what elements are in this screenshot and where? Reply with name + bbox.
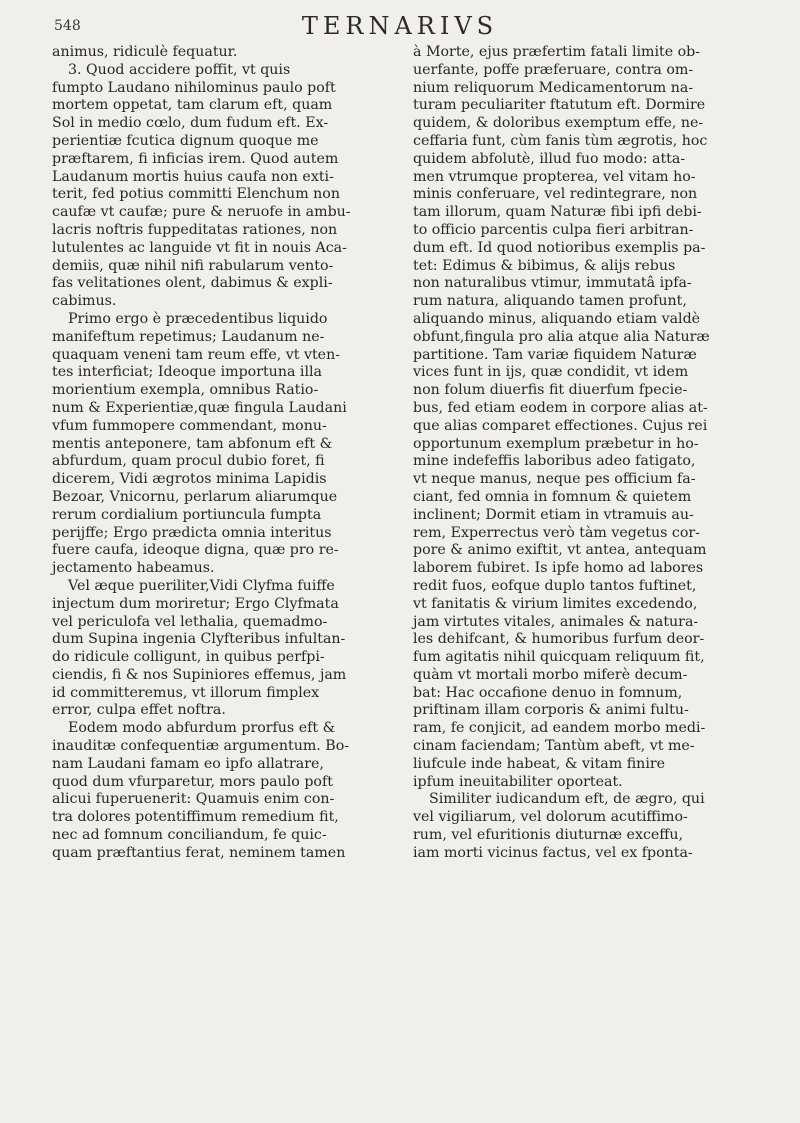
text-line: Vel æque pueriliter,Vidi Clyfma fuiffe xyxy=(68,577,335,594)
text-line: Laudanum mortis huius caufa non exti- xyxy=(52,168,334,185)
text-line: opportunum exemplum præbetur in ho- xyxy=(413,435,699,452)
text-line: error, culpa effet noftra. xyxy=(52,702,226,719)
text-line: morientium exempla, omnibus Ratio- xyxy=(52,382,319,399)
text-line: fuere caufa, ideoque digna, quæ pro re- xyxy=(52,542,339,559)
page-number: 548 xyxy=(54,18,81,34)
text-line: Primo ergo è præcedentibus liquido xyxy=(68,310,328,327)
text-line: Sol in medio cœlo, dum fudum eft. Ex- xyxy=(52,115,329,132)
text-line: rerum cordialium portiuncula fumpta xyxy=(52,506,322,523)
text-line: quaquam veneni tam reum effe, vt vten- xyxy=(52,346,341,363)
text-line: que alias comparet effectiones. Cujus rei xyxy=(413,417,708,434)
text-line: animus, ridiculè fequatur. xyxy=(52,44,238,60)
text-line: inclinent; Dormit etiam in vtramuis au- xyxy=(413,506,694,523)
text-line: bus, fed etiam eodem in corpore alias at- xyxy=(413,399,708,416)
text-line: men vtrumque propterea, vel vitam ho- xyxy=(413,168,696,185)
text-line: do ridicule colligunt, in quibus perfpi- xyxy=(52,649,325,666)
text-line: terit, fed potius committi Elenchum non xyxy=(52,186,340,203)
text-line: minis conferuare, vel redintegrare, non xyxy=(413,186,698,203)
text-line: vel periculofa vel lethalia, quemadmo- xyxy=(52,613,328,630)
text-line: demiis, quæ nihil nifi rabularum vento- xyxy=(52,257,334,274)
text-line: tes interficiat; Ideoque importuna illa xyxy=(52,364,322,381)
text-line: partitione. Tam variæ fiquidem Naturæ xyxy=(413,346,697,363)
text-line: mortem oppetat, tam clarum eft, quam xyxy=(52,97,333,114)
text-line: non folum diuerfis fit diuerfum fpecie- xyxy=(413,382,688,399)
text-line: cinam faciendam; Tantùm abeft, vt me- xyxy=(413,738,695,755)
text-line: rum natura, aliquando tamen profunt, xyxy=(413,293,687,310)
text-line: à Morte, ejus præfertim fatali limite ob- xyxy=(413,44,701,60)
text-line: nium reliquorum Medicamentorum na- xyxy=(413,79,694,96)
left-column xyxy=(52,44,398,863)
text-line: quidem, & doloribus exemptum effe, ne- xyxy=(413,115,704,132)
text-line: quàm vt mortali morbo miferè decum- xyxy=(413,666,688,683)
text-line: lutulentes ac languide vt fit in nouis Aca- xyxy=(52,239,347,256)
text-line: redit fuos, eofque duplo tantos fuftinet, xyxy=(413,577,697,594)
text-line: inauditæ confequentiæ argumentum. Bo- xyxy=(52,738,350,755)
text-line: tet: Edimus & bibimus, & alijs rebus xyxy=(413,257,676,274)
text-line: num & Experientiæ,quæ fingula Laudani xyxy=(52,399,347,416)
text-line: fum agitatis nihil quicquam reliquum fit, xyxy=(413,649,705,666)
text-line: quam præftantius ferat, neminem tamen xyxy=(52,844,346,861)
text-line: quod dum vfurparetur, mors paulo poft xyxy=(52,773,333,790)
text-line: fumpto Laudano nihilominus paulo poft xyxy=(52,79,336,96)
text-line: uerfante, poffe præferuare, contra om- xyxy=(413,61,694,78)
text-line: obfunt,fingula pro alia atque alia Naturæ xyxy=(413,328,710,345)
text-line: aliquando minus, aliquando etiam valdè xyxy=(413,310,701,327)
text-line: præftarem, fi inficias irem. Quod autem xyxy=(52,150,339,167)
text-line: to officio parcentis culpa fieri arbitran- xyxy=(413,221,694,238)
text-line: vt fanitatis & virium limites excedendo, xyxy=(413,595,698,612)
text-line: nec ad fomnum conciliandum, fe quic- xyxy=(52,827,327,844)
text-line: liufcule inde habeat, & vitam finire xyxy=(413,755,666,772)
right-column xyxy=(413,44,761,863)
text-line: fas velitationes olent, dabimus & expli- xyxy=(52,275,333,292)
text-line: priftinam illam corporis & animi fultu- xyxy=(413,702,689,719)
text-line: ceffaria funt, cùm fanis tùm ægrotis, hoc xyxy=(413,132,708,149)
text-line: manifeftum repetimus; Laudanum ne- xyxy=(52,328,325,345)
text-line: ciendis, fi & nos Supiniores effemus, jam xyxy=(52,666,347,683)
text-line: nam Laudani famam eo ipfo allatrare, xyxy=(52,755,324,772)
text-line: vel vigiliarum, vel dolorum acutiffimo- xyxy=(413,809,688,826)
text-line: vfum fummopere commendant, monu- xyxy=(52,417,327,434)
text-line: abfurdum, quam procul dubio foret, fi xyxy=(52,453,325,470)
text-line: les dehifcant, & humoribus furfum deor- xyxy=(413,631,705,648)
text-line: dum Supina ingenia Clyfteribus infultan- xyxy=(52,631,346,648)
text-line: rum, vel efuritionis diuturnæ exceffu, xyxy=(413,827,684,844)
text-line: dum eft. Id quod notioribus exemplis pa- xyxy=(413,239,706,256)
text-line: ciant, fed omnia in fomnum & quietem xyxy=(413,488,692,505)
text-line: alicui fuperuenerit: Quamuis enim con- xyxy=(52,791,335,808)
text-line: pore & animo exiftit, vt antea, antequam xyxy=(413,542,707,559)
text-line: vt neque manus, neque pes officium fa- xyxy=(413,471,696,488)
text-line: Eodem modo abfurdum prorfus eft & xyxy=(68,720,336,737)
text-line: iam morti vicinus factus, vel ex fponta- xyxy=(413,844,693,861)
text-line: caufæ vt caufæ; pure & neruofe in ambu- xyxy=(52,204,351,221)
text-line: ram, fe conjicit, ad eandem morbo medi- xyxy=(413,720,706,737)
text-line: turam peculiariter ftatutum eft. Dormire xyxy=(413,97,706,114)
text-line: perijffe; Ergo prædicta omnia interitus xyxy=(52,524,332,541)
text-line: ipfum ineuitabiliter oporteat. xyxy=(413,773,623,790)
text-line: dicerem, Vidi ægrotos minima Lapidis xyxy=(52,471,327,488)
text-line: tra dolores potentiffimum remedium fit, xyxy=(52,809,339,826)
text-line: perientiæ fcutica dignum quoque me xyxy=(52,132,319,149)
text-line: id committeremus, vt illorum fimplex xyxy=(52,684,320,701)
text-line: quidem abfolutè, illud fuo modo: atta- xyxy=(413,150,686,167)
text-line: bat: Hac occafione denuo in fomnum, xyxy=(413,684,683,701)
text-line: Similiter iudicandum eft, de ægro, qui xyxy=(429,791,705,808)
text-line: rem, Experrectus verò tàm vegetus cor- xyxy=(413,524,700,541)
text-line: jam virtutes vitales, animales & natura- xyxy=(413,613,699,630)
text-line: mentis anteponere, tam abfonum eft & xyxy=(52,435,333,452)
text-line: injectum dum moriretur; Ergo Clyfmata xyxy=(52,595,339,612)
text-line: cabimus. xyxy=(52,293,117,310)
running-head: TERNARIVS xyxy=(301,12,499,40)
text-line: Bezoar, Vnicornu, perlarum aliarumque xyxy=(52,488,338,505)
text-line: 3. Quod accidere poffit, vt quis xyxy=(68,61,291,78)
text-line: mine indefeffis laboribus adeo fatigato, xyxy=(413,453,696,470)
text-line: tam illorum, quam Naturæ fibi ipfi debi- xyxy=(413,204,702,221)
text-line: laborem fubiret. Is ipfe homo ad labores xyxy=(413,560,704,577)
text-line: non naturalibus vtimur, immutatâ ipfa- xyxy=(413,275,692,292)
text-line: jectamento habeamus. xyxy=(52,560,215,577)
text-line: lacris noftris fuppeditatas rationes, non xyxy=(52,221,338,238)
text-line: vices funt in ijs, quæ condidit, vt idem xyxy=(413,364,689,381)
